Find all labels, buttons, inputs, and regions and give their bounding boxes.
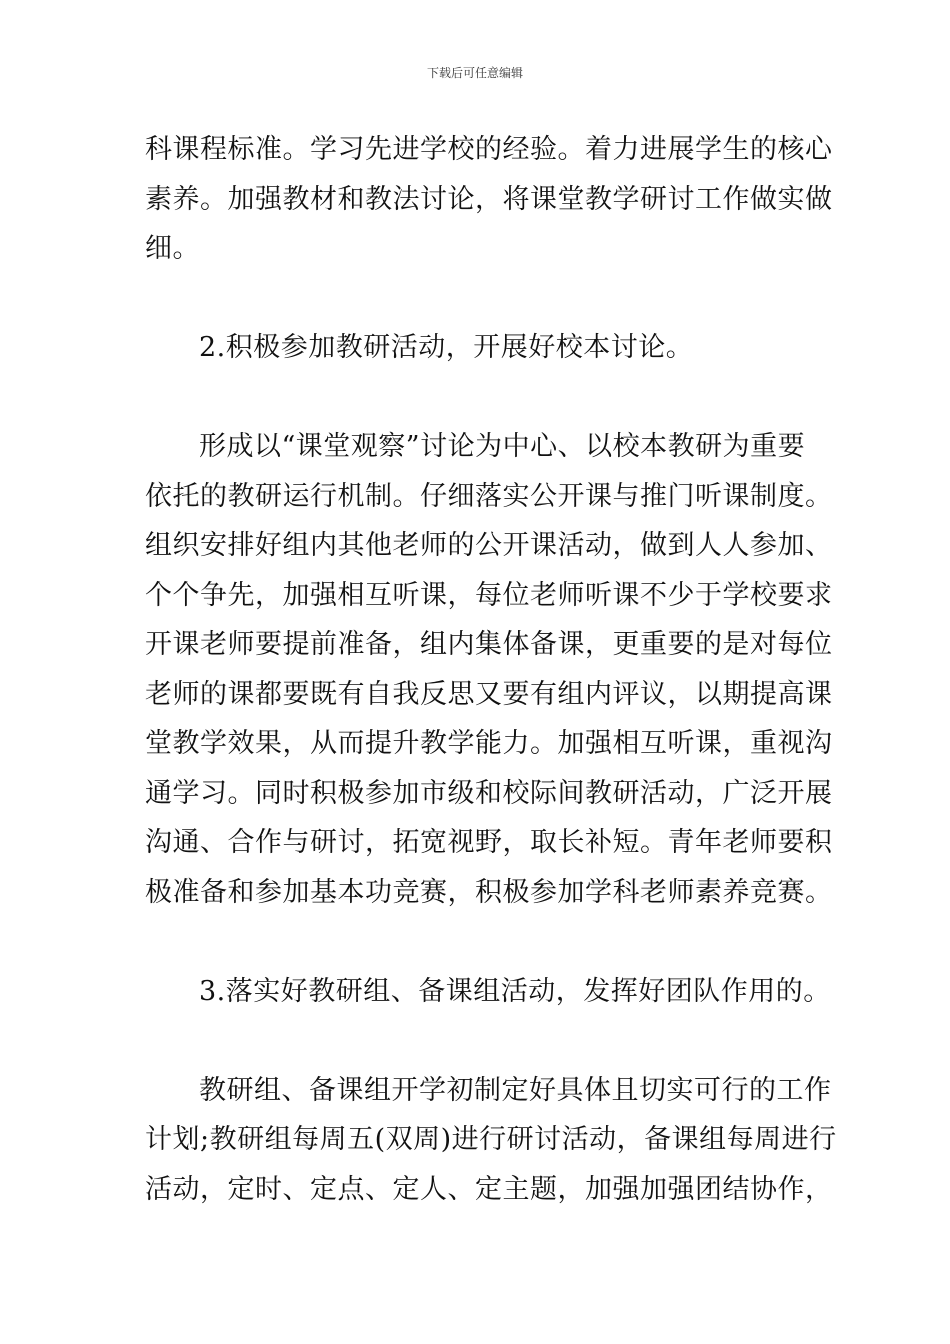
paragraph-1 [145,125,833,274]
paragraph-2 [145,422,833,917]
paragraph-gap [145,1016,810,1066]
paragraph-gap [145,274,810,324]
text-line: 沟通、合作与研讨，拓宽视野，取长补短。青年老师要积 [145,827,833,858]
text-line: 极准备和参加基本功竞赛，积极参加学科老师素养竞赛。 [145,876,833,908]
text-line: 个个争先，加强相互听课，每位老师听课不少于学校要求 [145,579,833,611]
text-line: 细。 [145,233,200,264]
section-heading-3: 3.落实好教研组、备课组活动，发挥好团队作用的。 [199,975,831,1007]
text-line: 科课程标准。学习先进学校的经验。着力进展学生的核心 [145,134,833,165]
text-line: 依托的教研运行机制。仔细落实公开课与推门听课制度。 [145,480,833,512]
text-line: 组织安排好组内其他老师的公开课活动，做到人人参加、 [145,530,833,561]
text-line: 通学习。同时积极参加市级和校际间教研活动，广泛开展 [145,777,833,809]
document-body [145,125,837,1214]
text-line: 教研组、备课组开学初制定好具体且切实可行的工作 [199,1074,832,1106]
text-line: 老师的课都要既有自我反思又要有组内评议，以期提高课 [145,678,833,710]
paragraph-gap [145,373,810,423]
text-line: 素养。加强教材和教法讨论，将课堂教学研讨工作做实做 [145,183,833,215]
text-line: 堂教学效果，从而提升教学能力。加强相互听课，重视沟 [145,728,833,759]
section-heading-2: 2.积极参加教研活动，开展好校本讨论。 [199,332,694,363]
text-line: 计划;教研组每周五(双周)进行研讨活动，备课组每周进行 [145,1124,837,1155]
paragraph-3 [145,1066,837,1215]
paragraph-gap [145,917,810,967]
page-header: 下载后可任意编辑 [426,66,523,80]
text-line: 形成以“课堂观察”讨论为中心、以校本教研为重要 [199,431,806,462]
text-line: 开课老师要提前准备，组内集体备课，更重要的是对每位 [145,629,833,660]
text-line: 活动，定时、定点、定人、定主题，加强加强团结协作， [145,1173,833,1205]
